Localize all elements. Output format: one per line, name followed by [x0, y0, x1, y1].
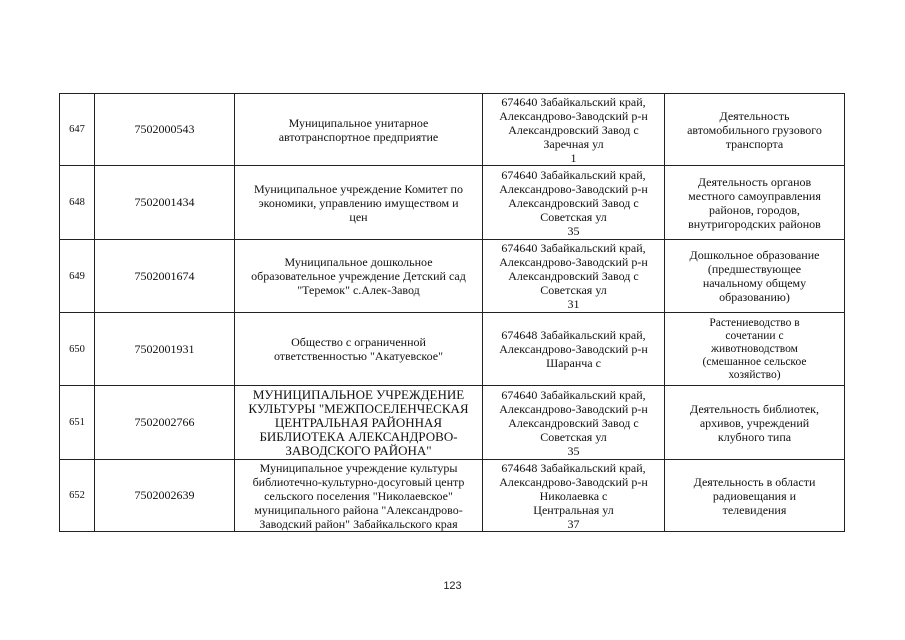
- organization-name-cell: [235, 386, 483, 460]
- row-number-cell: 649: [60, 240, 95, 313]
- activity-line: сочетании с: [725, 329, 784, 342]
- address-line: 35: [567, 223, 580, 238]
- organization-name-cell: [235, 240, 483, 313]
- name-line: КУЛЬТУРЫ "МЕЖПОСЕЛЕНЧЕСКАЯ: [248, 400, 469, 416]
- activity-line: начальному общему: [702, 276, 807, 290]
- name-line: автотранспортное предприятие: [278, 129, 439, 144]
- inn-cell: 7502001674: [95, 240, 235, 313]
- table-row: [60, 94, 845, 166]
- address-line: Заречная ул: [543, 136, 604, 151]
- activity-line: местного самоуправления: [688, 188, 821, 203]
- name-line: сельского поселения "Николаевское": [264, 488, 453, 503]
- name-line: БИБЛИОТЕКА АЛЕКСАНДРОВО-: [259, 428, 458, 444]
- address-line: Александрово-Заводский р-н: [499, 342, 648, 356]
- organization-name-cell: [235, 460, 483, 532]
- activity-line: транспорта: [725, 136, 784, 151]
- row-number-cell: 652: [60, 460, 95, 532]
- address-line: 674640 Забайкальский край,: [501, 387, 646, 402]
- name-line: Муниципальное дошкольное: [284, 255, 433, 269]
- address-line: Александровский Завод с: [508, 122, 639, 137]
- activity-cell: [665, 166, 845, 240]
- activity-line: Деятельность в области: [693, 474, 816, 489]
- address-line: 31: [567, 297, 580, 311]
- address-line: 674640 Забайкальский край,: [501, 167, 646, 182]
- activity-line: хозяйство): [728, 368, 781, 381]
- activity-line: архивов, учреждений: [699, 415, 810, 430]
- name-line: "Теремок" с.Алек-Завод: [297, 283, 420, 297]
- address-line: Александрово-Заводский р-н: [499, 401, 648, 416]
- row-number-cell: 648: [60, 166, 95, 240]
- address-cell: [483, 460, 665, 532]
- address-line: Советская ул: [540, 429, 607, 444]
- name-line: МУНИЦИПАЛЬНОЕ УЧРЕЖДЕНИЕ: [252, 386, 465, 402]
- inn-cell: 7502000543: [95, 94, 235, 166]
- address-cell: [483, 313, 665, 386]
- name-line: Муниципальное унитарное: [288, 115, 429, 130]
- page-number: 123: [443, 580, 462, 592]
- activity-line: образованию): [719, 290, 790, 304]
- address-cell: [483, 240, 665, 313]
- activity-line: телевидения: [722, 502, 787, 517]
- name-line: ЦЕНТРАЛЬНАЯ РАЙОННАЯ: [274, 414, 443, 430]
- name-line: Общество с ограниченной: [291, 335, 426, 349]
- organization-name-cell: [235, 94, 483, 166]
- table-row: [60, 460, 845, 532]
- organization-name-cell: [235, 313, 483, 386]
- address-line: Александрово-Заводский р-н: [499, 181, 648, 196]
- row-number-cell: 651: [60, 386, 95, 460]
- name-line: ЗАВОДСКОГО РАЙОНА": [285, 442, 432, 458]
- activity-line: Деятельность органов: [697, 174, 812, 189]
- activity-line: клубного типа: [717, 429, 792, 444]
- organization-name-cell: [235, 166, 483, 240]
- name-line: экономики, управлению имуществом и: [258, 195, 459, 210]
- inn-cell: 7502001434: [95, 166, 235, 240]
- table-row: [60, 313, 845, 386]
- address-line: 35: [567, 443, 580, 458]
- row-number-cell: 647: [60, 94, 95, 166]
- name-line: библиотечно-культурно-досуговый центр: [252, 474, 465, 489]
- name-line: Муниципальное учреждение Комитет по: [254, 181, 463, 196]
- address-line: Александрово-Заводский р-н: [499, 108, 648, 123]
- address-line: Центральная ул: [533, 502, 614, 517]
- address-line: 674648 Забайкальский край,: [501, 328, 646, 342]
- table-row: [60, 166, 845, 240]
- table-row: [60, 386, 845, 460]
- address-line: Александровский Завод с: [508, 415, 639, 430]
- inn-cell: 7502002766: [95, 386, 235, 460]
- name-line: цен: [349, 209, 368, 224]
- address-line: Александрово-Заводский р-н: [499, 474, 648, 489]
- address-line: Советская ул: [540, 209, 607, 224]
- activity-line: Растениеводство в: [709, 316, 800, 329]
- activity-line: (предшествующее: [707, 262, 802, 276]
- address-line: 674648 Забайкальский край,: [501, 460, 646, 475]
- address-line: Александрово-Заводский р-н: [499, 255, 648, 269]
- activity-line: Деятельность: [719, 108, 790, 123]
- activity-cell: [665, 386, 845, 460]
- name-line: Муниципальное учреждение культуры: [259, 460, 458, 475]
- inn-cell: 7502002639: [95, 460, 235, 532]
- address-cell: [483, 166, 665, 240]
- address-line: 1: [570, 150, 577, 165]
- activity-cell: [665, 313, 845, 386]
- activity-line: Деятельность библиотек,: [690, 401, 819, 416]
- address-cell: [483, 94, 665, 166]
- address-line: Александровский Завод с: [508, 195, 639, 210]
- address-line: Советская ул: [540, 283, 607, 297]
- activity-line: автомобильного грузового: [687, 122, 822, 137]
- address-line: Шаранча с: [546, 356, 601, 370]
- inn-cell: 7502001931: [95, 313, 235, 386]
- name-line: муниципального района "Александрово-: [254, 502, 463, 517]
- activity-line: радиовещания и: [712, 488, 797, 503]
- name-line: ответственностью "Акатуевское": [273, 349, 444, 363]
- address-line: 37: [567, 516, 580, 531]
- activity-line: районов, городов,: [709, 202, 800, 217]
- address-line: Николаевка с: [539, 488, 608, 503]
- address-cell: [483, 386, 665, 460]
- address-line: 674640 Забайкальский край,: [501, 241, 646, 255]
- row-number-cell: 650: [60, 313, 95, 386]
- activity-cell: [665, 240, 845, 313]
- activity-cell: [665, 460, 845, 532]
- address-line: 674640 Забайкальский край,: [501, 94, 646, 109]
- activity-cell: [665, 94, 845, 166]
- activity-line: (смешанное сельское: [702, 355, 807, 368]
- address-line: Александровский Завод с: [508, 269, 639, 283]
- name-line: Заводский район" Забайкальского края: [259, 516, 458, 531]
- activity-line: Дошкольное образование: [689, 248, 820, 262]
- activity-line: животноводством: [711, 342, 798, 355]
- registry-table: [59, 93, 845, 532]
- table-row: [60, 240, 845, 313]
- activity-line: внутригородских районов: [688, 216, 821, 231]
- name-line: образовательное учреждение Детский сад: [251, 269, 466, 283]
